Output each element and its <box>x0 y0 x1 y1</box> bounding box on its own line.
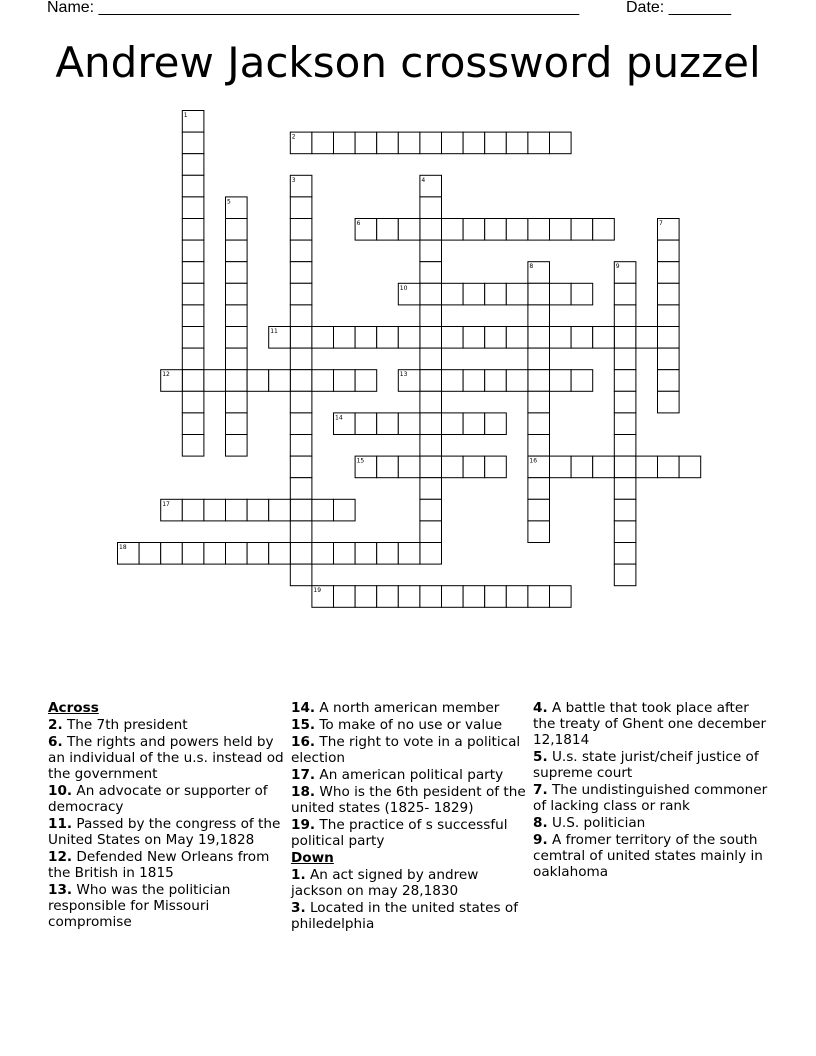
grid-cell[interactable] <box>614 391 636 413</box>
grid-cell[interactable] <box>485 283 507 305</box>
clue-number: 5. <box>533 749 548 765</box>
grid-cell[interactable] <box>571 456 593 478</box>
clue-item <box>48 816 284 848</box>
grid-cell[interactable] <box>290 456 312 478</box>
clue-number: 15. <box>291 717 316 733</box>
grid-cell[interactable] <box>355 327 377 349</box>
grid-cell[interactable] <box>226 327 248 349</box>
grid-cell[interactable] <box>571 219 593 241</box>
clue-number: 9. <box>533 832 548 848</box>
grid-cell[interactable] <box>269 543 291 565</box>
grid-cell[interactable] <box>528 586 550 608</box>
grid-cell[interactable] <box>506 132 528 154</box>
grid-cell[interactable] <box>550 586 572 608</box>
grid-cell[interactable] <box>420 543 442 565</box>
clue-number: 19. <box>291 817 316 833</box>
clue-item <box>533 782 769 814</box>
clue-item <box>533 749 769 781</box>
grid-cell[interactable] <box>614 413 636 435</box>
clue-text: A battle that took place after the treaty of Ghent one december 12,1814 <box>533 700 767 748</box>
grid-cell[interactable] <box>377 413 399 435</box>
grid-cell[interactable] <box>550 456 572 478</box>
clue-text: The undistinguished commoner of lacking class or rank <box>533 782 768 814</box>
grid-cell[interactable] <box>226 219 248 241</box>
grid-cell[interactable] <box>658 327 680 349</box>
grid-cell[interactable] <box>377 456 399 478</box>
grid-cell[interactable] <box>420 348 442 370</box>
clue-number: 13. <box>48 882 73 898</box>
grid-cell[interactable] <box>614 370 636 392</box>
grid-cell[interactable] <box>226 240 248 262</box>
grid-cell[interactable] <box>550 132 572 154</box>
grid-cell[interactable] <box>226 305 248 327</box>
grid-cell[interactable] <box>485 132 507 154</box>
grid-cell[interactable] <box>290 240 312 262</box>
grid-cell[interactable] <box>377 543 399 565</box>
grid-cell[interactable] <box>614 435 636 457</box>
grid-cell[interactable] <box>420 478 442 500</box>
across-heading: Across <box>48 700 99 716</box>
grid-cell[interactable] <box>290 564 312 586</box>
grid-cell[interactable] <box>528 283 550 305</box>
grid-cell[interactable] <box>182 154 204 176</box>
clue-item <box>291 900 527 932</box>
grid-cell[interactable] <box>226 348 248 370</box>
cell-number: 7 <box>659 220 663 227</box>
cell-number: 18 <box>119 544 127 551</box>
down-heading: Down <box>291 850 334 866</box>
grid-cell[interactable] <box>420 240 442 262</box>
clue-text: An act signed by andrew jackson on may 28,1830 <box>291 867 479 899</box>
grid-cell[interactable] <box>182 435 204 457</box>
grid-cell[interactable] <box>290 413 312 435</box>
grid-cell[interactable] <box>442 327 464 349</box>
clue-item <box>291 717 527 733</box>
grid-cell[interactable] <box>550 370 572 392</box>
grid-cell[interactable] <box>614 499 636 521</box>
grid-cell[interactable] <box>593 456 615 478</box>
clues-column-3 <box>533 700 769 881</box>
grid-cell[interactable] <box>290 435 312 457</box>
grid-cell[interactable] <box>442 132 464 154</box>
grid-cell[interactable] <box>658 262 680 284</box>
grid-cell[interactable] <box>290 219 312 241</box>
grid-cell[interactable] <box>463 283 485 305</box>
grid-cell[interactable] <box>420 586 442 608</box>
grid-cell[interactable] <box>614 305 636 327</box>
grid-cell[interactable] <box>571 283 593 305</box>
grid-cell[interactable] <box>614 348 636 370</box>
grid-cell[interactable] <box>247 543 269 565</box>
grid-cell[interactable] <box>528 391 550 413</box>
grid-cell[interactable] <box>550 219 572 241</box>
grid-cell[interactable] <box>290 327 312 349</box>
grid-cell[interactable] <box>312 499 334 521</box>
grid-cell[interactable] <box>658 283 680 305</box>
grid-cell[interactable] <box>398 456 420 478</box>
clue-item <box>291 817 527 849</box>
grid-cell[interactable] <box>528 435 550 457</box>
grid-cell[interactable] <box>420 132 442 154</box>
clue-item <box>291 784 527 816</box>
grid-cell[interactable] <box>290 283 312 305</box>
clue-item <box>48 882 284 930</box>
clue-item <box>291 867 527 899</box>
clue-number: 1. <box>291 867 306 883</box>
grid-cell[interactable] <box>290 370 312 392</box>
clue-number: 8. <box>533 815 548 831</box>
grid-cell[interactable] <box>528 348 550 370</box>
grid-cell[interactable] <box>420 435 442 457</box>
grid-cell[interactable] <box>463 456 485 478</box>
grid-cell[interactable] <box>269 499 291 521</box>
cell-number: 14 <box>335 414 343 422</box>
clue-text: An advocate or supporter of democracy <box>48 783 268 815</box>
clue-item <box>533 700 769 748</box>
grid-cell[interactable] <box>571 370 593 392</box>
grid-cell[interactable] <box>442 456 464 478</box>
grid-cell[interactable] <box>182 543 204 565</box>
grid-cell[interactable] <box>355 370 377 392</box>
grid-cell[interactable] <box>182 370 204 392</box>
clue-number: 12. <box>48 849 73 865</box>
cell-number: 13 <box>399 371 408 379</box>
grid-cell[interactable] <box>226 413 248 435</box>
grid-cell[interactable] <box>420 499 442 521</box>
clue-item <box>48 717 284 733</box>
cell-number: 19 <box>313 587 322 595</box>
grid-cell[interactable] <box>290 521 312 543</box>
grid-cell[interactable] <box>679 456 701 478</box>
grid-cell[interactable] <box>204 370 226 392</box>
grid-cell[interactable] <box>226 499 248 521</box>
clue-text: Who was the politician responsible for Missouri compromise <box>48 882 231 930</box>
grid-cell[interactable] <box>442 586 464 608</box>
grid-cell[interactable] <box>161 543 183 565</box>
grid-cell[interactable] <box>290 499 312 521</box>
clue-text: Defended New Orleans from the British in 1815 <box>48 849 270 881</box>
grid-cell[interactable] <box>312 132 334 154</box>
grid-cell[interactable] <box>398 586 420 608</box>
grid-cell[interactable] <box>442 219 464 241</box>
grid-cell[interactable] <box>247 499 269 521</box>
grid-cell[interactable] <box>636 456 658 478</box>
grid-cell[interactable] <box>506 586 528 608</box>
grid-cell[interactable] <box>420 391 442 413</box>
grid-cell[interactable] <box>377 586 399 608</box>
grid-cell[interactable] <box>485 413 507 435</box>
grid-cell[interactable] <box>658 305 680 327</box>
grid-cell[interactable] <box>614 564 636 586</box>
clue-item <box>48 849 284 881</box>
grid-cell[interactable] <box>528 413 550 435</box>
clue-text: Who is the 6th pesident of the united states (1825- 1829) <box>291 784 526 816</box>
grid-cell[interactable] <box>182 391 204 413</box>
grid-cell[interactable] <box>355 543 377 565</box>
clue-number: 18. <box>291 784 316 800</box>
grid-cell[interactable] <box>377 219 399 241</box>
clue-number: 16. <box>291 734 316 750</box>
grid-cell[interactable] <box>290 305 312 327</box>
grid-cell[interactable] <box>398 543 420 565</box>
grid-cell[interactable] <box>420 370 442 392</box>
grid-cell[interactable] <box>420 305 442 327</box>
grid-cell[interactable] <box>226 262 248 284</box>
grid-cell[interactable] <box>182 283 204 305</box>
grid-cell[interactable] <box>334 543 356 565</box>
grid-cell[interactable] <box>269 370 291 392</box>
clue-text: U.s. state jurist/cheif justice of supreme court <box>533 749 759 781</box>
grid-cell[interactable] <box>182 197 204 219</box>
grid-cell[interactable] <box>528 478 550 500</box>
grid-cell[interactable] <box>506 327 528 349</box>
grid-cell[interactable] <box>528 499 550 521</box>
clue-text: To make of no use or value <box>319 717 503 733</box>
grid-cell[interactable] <box>290 197 312 219</box>
grid-cell[interactable] <box>528 132 550 154</box>
grid-cell[interactable] <box>398 132 420 154</box>
grid-cell[interactable] <box>614 521 636 543</box>
cell-number: 10 <box>399 284 408 292</box>
grid-cell[interactable] <box>182 262 204 284</box>
grid-cell[interactable] <box>420 197 442 219</box>
clues-column-1 <box>48 700 284 931</box>
grid-cell[interactable] <box>226 370 248 392</box>
grid-cell[interactable] <box>398 327 420 349</box>
clue-item <box>291 767 527 783</box>
grid-cell[interactable] <box>182 327 204 349</box>
grid-cell[interactable] <box>571 327 593 349</box>
grid-cell[interactable] <box>226 543 248 565</box>
clue-number: 2. <box>48 717 63 733</box>
grid-cell[interactable] <box>334 132 356 154</box>
clue-item <box>533 815 769 831</box>
cell-number: 15 <box>356 457 365 465</box>
grid-cell[interactable] <box>658 370 680 392</box>
grid-cell[interactable] <box>420 327 442 349</box>
grid-cell[interactable] <box>290 478 312 500</box>
grid-cell[interactable] <box>420 283 442 305</box>
grid-cell[interactable] <box>614 283 636 305</box>
grid-cell[interactable] <box>463 132 485 154</box>
grid-cell[interactable] <box>614 478 636 500</box>
grid-cell[interactable] <box>312 543 334 565</box>
date-field-label[interactable]: Date: _______ <box>626 0 731 16</box>
grid-cell[interactable] <box>420 413 442 435</box>
clue-number: 6. <box>48 734 63 750</box>
grid-cell[interactable] <box>614 327 636 349</box>
cell-number: 9 <box>615 263 620 271</box>
grid-cell[interactable] <box>182 219 204 241</box>
grid-cell[interactable] <box>420 521 442 543</box>
grid-cell[interactable] <box>139 543 161 565</box>
grid-cell[interactable] <box>442 413 464 435</box>
grid-cell[interactable] <box>182 240 204 262</box>
grid-cell[interactable] <box>312 327 334 349</box>
cell-number: 4 <box>421 176 426 184</box>
grid-cell[interactable] <box>463 327 485 349</box>
cell-number: 12 <box>162 371 170 379</box>
grid-cell[interactable] <box>334 370 356 392</box>
grid-cell[interactable] <box>485 219 507 241</box>
clue-text: A north american member <box>319 700 500 716</box>
clue-text: Located in the united states of philedelphia <box>291 900 518 932</box>
grid-cell[interactable] <box>614 456 636 478</box>
clue-number: 10. <box>48 783 73 799</box>
clue-text: Passed by the congress of the United States on May 19,1828 <box>48 816 281 848</box>
clue-number: 7. <box>533 782 548 798</box>
grid-cell[interactable] <box>593 219 615 241</box>
cell-number: 17 <box>162 500 170 508</box>
grid-cell[interactable] <box>658 348 680 370</box>
grid-cell[interactable] <box>247 370 269 392</box>
clue-text: The practice of s successful political party <box>291 817 508 849</box>
clue-item <box>533 832 769 880</box>
grid-cell[interactable] <box>182 132 204 154</box>
clue-number: 4. <box>533 700 548 716</box>
cell-number: 3 <box>291 176 296 184</box>
grid-cell[interactable] <box>658 391 680 413</box>
grid-cell[interactable] <box>290 262 312 284</box>
clue-item <box>291 700 527 716</box>
clue-number: 11. <box>48 816 73 832</box>
grid-cell[interactable] <box>658 456 680 478</box>
cell-number: 6 <box>356 220 361 227</box>
grid-cell[interactable] <box>334 327 356 349</box>
grid-cell[interactable] <box>463 586 485 608</box>
grid-cell[interactable] <box>204 543 226 565</box>
clue-text: U.S. politician <box>551 815 646 831</box>
grid-cell[interactable] <box>528 521 550 543</box>
cell-number: 8 <box>529 263 534 271</box>
grid-cell[interactable] <box>463 370 485 392</box>
grid-cell[interactable] <box>485 456 507 478</box>
clue-number: 3. <box>291 900 306 916</box>
cell-number: 1 <box>183 112 188 119</box>
clue-text: The 7th president <box>66 717 188 733</box>
grid-cell[interactable] <box>226 283 248 305</box>
grid-cell[interactable] <box>226 391 248 413</box>
grid-cell[interactable] <box>355 132 377 154</box>
grid-cell[interactable] <box>506 283 528 305</box>
grid-cell[interactable] <box>463 219 485 241</box>
clue-text: An american political party <box>319 767 504 783</box>
grid-cell[interactable] <box>334 586 356 608</box>
clue-number: 17. <box>291 767 316 783</box>
clue-item <box>48 734 284 782</box>
grid-cell[interactable] <box>614 543 636 565</box>
grid-cell[interactable] <box>485 327 507 349</box>
grid-cell[interactable] <box>528 370 550 392</box>
grid-cell[interactable] <box>528 327 550 349</box>
grid-cell[interactable] <box>528 219 550 241</box>
grid-cell[interactable] <box>593 327 615 349</box>
grid-cell[interactable] <box>442 283 464 305</box>
grid-cell[interactable] <box>182 175 204 197</box>
grid-cell[interactable] <box>290 391 312 413</box>
cell-number: 16 <box>529 457 538 465</box>
grid-cell[interactable] <box>312 370 334 392</box>
grid-cell[interactable] <box>398 219 420 241</box>
clue-text: A fromer territory of the south cemtral of united states mainly in oaklahoma <box>533 832 763 880</box>
grid-cell[interactable] <box>355 586 377 608</box>
grid-cell[interactable] <box>420 456 442 478</box>
grid-cell[interactable] <box>182 305 204 327</box>
grid-cell[interactable] <box>377 132 399 154</box>
cell-number: 2 <box>291 133 296 141</box>
clue-text: The right to vote in a political election <box>291 734 521 766</box>
grid-cell[interactable] <box>182 413 204 435</box>
grid-cell[interactable] <box>463 413 485 435</box>
grid-cell[interactable] <box>334 499 356 521</box>
grid-cell[interactable] <box>528 305 550 327</box>
clue-item <box>48 783 284 815</box>
grid-cell[interactable] <box>550 327 572 349</box>
grid-cell[interactable] <box>398 413 420 435</box>
grid-cell[interactable] <box>420 262 442 284</box>
grid-cell[interactable] <box>550 283 572 305</box>
clue-text: The rights and powers held by an individual of the u.s. instead od the government <box>48 734 284 782</box>
grid-cell[interactable] <box>636 327 658 349</box>
grid-cell[interactable] <box>506 370 528 392</box>
grid-cell[interactable] <box>290 543 312 565</box>
grid-cell[interactable] <box>355 413 377 435</box>
grid-cell[interactable] <box>182 348 204 370</box>
clue-number: 14. <box>291 700 316 716</box>
grid-cell[interactable] <box>658 240 680 262</box>
grid-cell[interactable] <box>485 370 507 392</box>
grid-cell[interactable] <box>485 586 507 608</box>
page-title: Andrew Jackson crossword puzzel <box>55 38 761 87</box>
grid-cell[interactable] <box>420 219 442 241</box>
name-field-label[interactable]: Name: ______________________________________________________ <box>47 0 580 16</box>
clue-item <box>291 734 527 766</box>
grid-cell[interactable] <box>290 348 312 370</box>
cell-number: 11 <box>270 328 278 335</box>
cell-number: 5 <box>227 198 231 206</box>
grid-cell[interactable] <box>442 370 464 392</box>
grid-cell[interactable] <box>204 499 226 521</box>
grid-cell[interactable] <box>377 327 399 349</box>
grid-cell[interactable] <box>226 435 248 457</box>
clues-column-2 <box>291 700 527 933</box>
grid-cell[interactable] <box>506 219 528 241</box>
grid-cell[interactable] <box>182 499 204 521</box>
